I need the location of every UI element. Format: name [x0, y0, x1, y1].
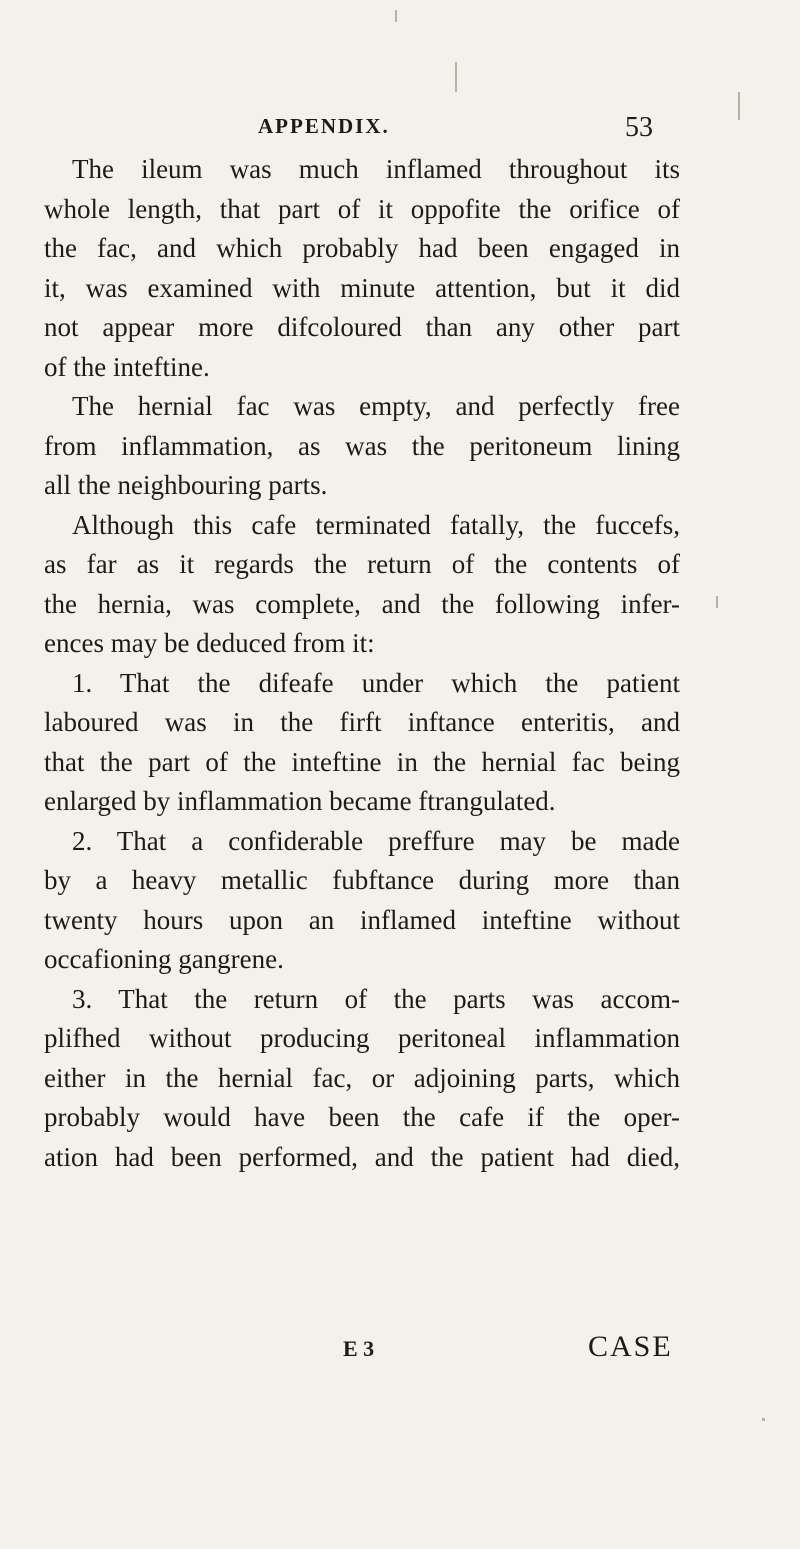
paper-speck: [716, 596, 718, 608]
text-line: as far as it regards the return of the contents of: [44, 549, 680, 579]
text-line: occafioning gangrene.: [44, 944, 284, 974]
text-line: Although this cafe terminated fatally, the fuccefs,: [72, 509, 680, 540]
text-line: 1. That the difeafe under which the patient: [72, 667, 680, 698]
text-line: whole length, that part of it oppofite the orifice of: [44, 193, 680, 224]
text-line: from inflammation, as was the peritoneum lining: [44, 430, 680, 461]
text-line: that the part of the inteftine in the hernial fac being: [44, 746, 680, 777]
paper-speck: [395, 10, 397, 22]
text-line: 3. That the return of the parts was accom-: [72, 983, 680, 1014]
text-line: the fac, and which probably had been engaged in: [44, 233, 680, 263]
text-line: all the neighbouring parts.: [44, 470, 328, 500]
paper-speck: [455, 62, 457, 92]
text-line: twenty hours upon an inflamed inteftine without: [44, 904, 680, 935]
page-footer: [0, 1330, 800, 1380]
paper-speck: [738, 92, 740, 120]
catchword: CASE: [588, 1330, 673, 1363]
text-line: of the inteftine.: [44, 351, 210, 382]
body-text: [44, 150, 680, 1177]
text-line: not appear more difcoloured than any other part: [44, 312, 680, 342]
text-line: enlarged by inflammation became ftrangulated.: [44, 786, 556, 816]
text-line: it, was examined with minute attention, but it did: [44, 272, 680, 303]
text-line: by a heavy metallic fubftance during more than: [44, 865, 680, 895]
signature-mark: E 3: [343, 1336, 375, 1361]
text-line: plifhed without producing peritoneal inflammation: [44, 1023, 680, 1053]
paper-speck: [762, 1418, 765, 1421]
text-line: laboured was in the firft inftance enteritis, and: [44, 707, 680, 737]
text-line: ation had been performed, and the patient had died,: [44, 1141, 680, 1172]
text-line: 2. That a confiderable preffure may be made: [72, 825, 680, 856]
text-line: either in the hernial fac, or adjoining parts, which: [44, 1062, 680, 1093]
running-head-title: APPENDIX.: [258, 114, 390, 138]
text-line: the hernia, was complete, and the following infer-: [44, 588, 680, 619]
text-line: The hernial fac was empty, and perfectly free: [72, 391, 680, 421]
text-line: probably would have been the cafe if the oper-: [44, 1102, 680, 1132]
text-line: ences may be deduced from it:: [44, 628, 375, 658]
page-number: 53: [625, 112, 653, 143]
text-line: The ileum was much inflamed throughout its: [72, 154, 680, 184]
running-head: [0, 112, 800, 152]
